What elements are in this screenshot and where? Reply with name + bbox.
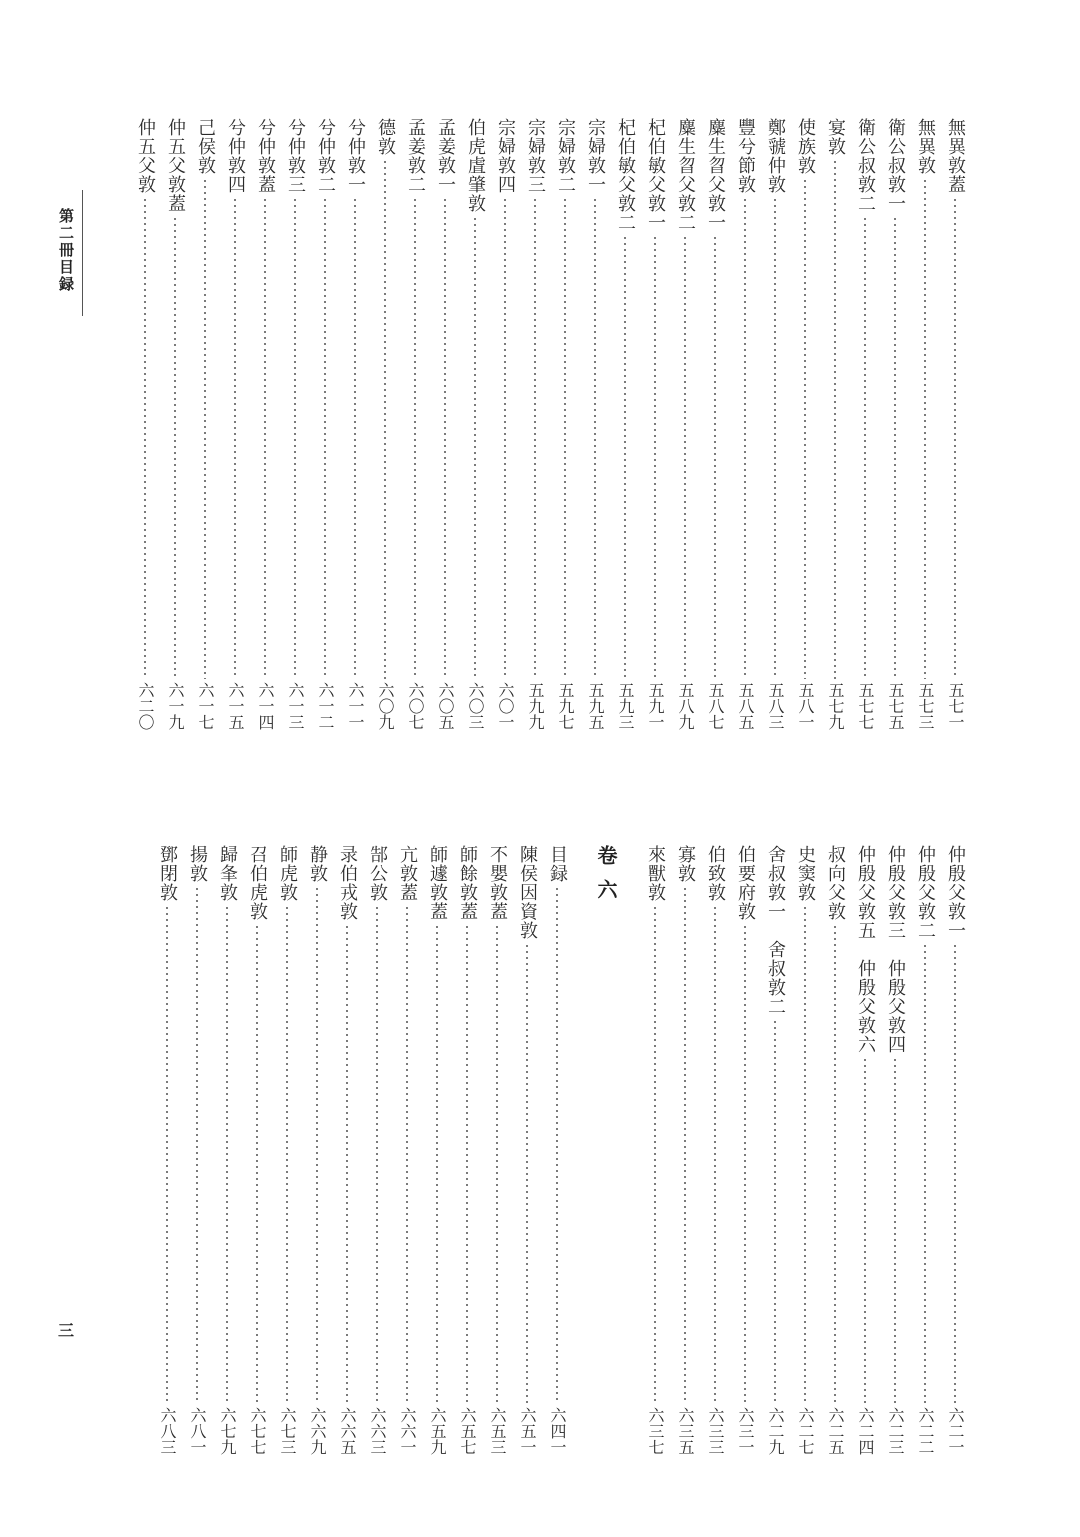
entry-title: 鄭虢仲敦	[765, 118, 786, 194]
entry-page-number: 六〇三	[466, 682, 485, 730]
entry-title: 鄧閉敦	[157, 845, 178, 902]
entry-title: 衛公叔敦二	[855, 118, 876, 213]
entry-title: 孟姜敦一	[435, 118, 456, 194]
entry-page-number: 六〇九	[376, 682, 395, 730]
leader-dots	[534, 197, 536, 679]
entry-title: 舍叔敦一 舍叔敦二	[765, 845, 786, 1016]
entry-page-number: 六三五	[676, 1407, 695, 1455]
leader-dots	[924, 178, 926, 679]
entry-title: 來獸敦	[645, 845, 666, 902]
entry-page-number: 六七九	[218, 1407, 237, 1455]
toc-entry	[392, 845, 422, 1455]
toc-entry	[850, 845, 880, 1455]
toc-entry	[220, 118, 250, 730]
leader-dots	[684, 886, 686, 1404]
entry-title: 師餘敦蓋	[457, 845, 478, 921]
entry-title: 孟姜敦二	[405, 118, 426, 194]
toc-entry	[340, 118, 370, 730]
entry-page-number: 六五一	[518, 1407, 537, 1455]
toc-entry	[370, 118, 400, 730]
leader-dots	[436, 924, 438, 1404]
entry-page-number: 六二九	[766, 1407, 785, 1455]
leader-dots	[564, 197, 566, 679]
entry-page-number: 六五七	[458, 1407, 477, 1455]
leader-dots	[354, 197, 356, 679]
toc-entry	[460, 118, 490, 730]
toc-entry	[760, 118, 790, 730]
leader-dots	[834, 159, 836, 679]
entry-page-number: 六一一	[346, 682, 365, 730]
leader-dots	[234, 197, 236, 679]
leader-dots	[444, 197, 446, 679]
toc-entry	[362, 845, 392, 1455]
toc-entry	[482, 845, 512, 1455]
toc-entry	[790, 118, 820, 730]
entry-page-number: 五七五	[886, 682, 905, 730]
toc-entry	[700, 845, 730, 1455]
toc-entry	[452, 845, 482, 1455]
entry-page-number: 六二〇	[136, 682, 155, 730]
leader-dots	[594, 197, 596, 679]
entry-page-number: 六六一	[398, 1407, 417, 1455]
entry-title: 寡敦	[675, 845, 696, 883]
toc-entry	[790, 845, 820, 1455]
toc-entry	[640, 845, 670, 1455]
leader-dots	[264, 197, 266, 679]
entry-title: 仲殷父敦三 仲殷父敦四	[885, 845, 906, 1054]
toc-entry	[520, 118, 550, 730]
entry-title: 陳侯因資敦	[517, 845, 538, 940]
entry-title: 麋生曶父敦二	[675, 118, 696, 232]
toc-lower-block	[128, 845, 970, 1455]
leader-dots	[256, 924, 258, 1404]
entry-page-number: 六七七	[248, 1407, 267, 1455]
entry-page-number: 六五九	[428, 1407, 447, 1455]
leader-dots	[406, 905, 408, 1404]
leader-dots	[894, 216, 896, 679]
entry-page-number: 六六五	[338, 1407, 357, 1455]
toc-entry	[940, 845, 970, 1455]
entry-title: 伯致敦	[705, 845, 726, 902]
toc-entry	[490, 118, 520, 730]
toc-entry	[182, 845, 212, 1455]
entry-page-number: 五八七	[706, 682, 725, 730]
leader-dots	[204, 178, 206, 679]
entry-title: 兮仲敦二	[315, 118, 336, 194]
leader-dots	[414, 197, 416, 679]
entry-page-number: 六〇七	[406, 682, 425, 730]
entry-page-number: 五八九	[676, 682, 695, 730]
entry-page-number: 六二三	[886, 1407, 905, 1455]
leader-dots	[774, 197, 776, 679]
toc-entry	[400, 118, 430, 730]
entry-page-number: 六二七	[796, 1407, 815, 1455]
leader-dots	[346, 924, 348, 1404]
entry-title: 史窦敦	[795, 845, 816, 902]
leader-dots	[714, 235, 716, 679]
leader-dots	[864, 1057, 866, 1404]
leader-dots	[924, 943, 926, 1404]
toc-entry	[190, 118, 220, 730]
entry-title: 麋生曶父敦一	[705, 118, 726, 232]
leader-dots	[714, 905, 716, 1404]
entry-page-number: 五九三	[616, 682, 635, 730]
entry-title: 歸夆敦	[217, 845, 238, 902]
entry-title: 目録	[547, 845, 568, 883]
entry-page-number: 五七一	[946, 682, 965, 730]
entry-page-number: 六〇一	[496, 682, 515, 730]
leader-dots	[166, 905, 168, 1404]
entry-page-number: 五九一	[646, 682, 665, 730]
entry-page-number: 六二五	[826, 1407, 845, 1455]
leader-dots	[324, 197, 326, 679]
entry-title: 仲殷父敦一	[945, 845, 966, 940]
toc-entry	[820, 845, 850, 1455]
entry-title: 使族敦	[795, 118, 816, 175]
toc-entry	[212, 845, 242, 1455]
leader-dots	[226, 905, 228, 1404]
toc-entry	[302, 845, 332, 1455]
toc-entry	[430, 118, 460, 730]
leader-dots	[894, 1057, 896, 1404]
entry-title: 宗婦敦一	[585, 118, 606, 194]
leader-dots	[804, 178, 806, 679]
toc-entry	[512, 845, 542, 1455]
entry-page-number: 六四一	[548, 1407, 567, 1455]
entry-title: 揚敦	[187, 845, 208, 883]
toc-entry	[610, 118, 640, 730]
entry-page-number: 六八一	[188, 1407, 207, 1455]
entry-page-number: 五八三	[766, 682, 785, 730]
toc-entry	[760, 845, 790, 1455]
leader-dots	[774, 1019, 776, 1404]
toc-entry	[700, 118, 730, 730]
leader-dots	[654, 235, 656, 679]
toc-upper-block	[128, 118, 970, 730]
entry-title: 伯要府敦	[735, 845, 756, 921]
entry-page-number: 六八三	[158, 1407, 177, 1455]
entry-title: 宗婦敦三	[525, 118, 546, 194]
entry-title: 宗婦敦四	[495, 118, 516, 194]
leader-dots	[174, 216, 176, 679]
volume-heading: 卷六	[594, 845, 618, 913]
leader-dots	[316, 886, 318, 1404]
toc-entry	[242, 845, 272, 1455]
toc-entry	[160, 118, 190, 730]
entry-title: 郜公敦	[367, 845, 388, 902]
entry-page-number: 六一二	[316, 682, 335, 730]
entry-title: 宗婦敦二	[555, 118, 576, 194]
leader-dots	[384, 159, 386, 679]
entry-page-number: 六六九	[308, 1407, 327, 1455]
entry-title: 仲五父敦	[135, 118, 156, 194]
entry-title: 師遽敦蓋	[427, 845, 448, 921]
toc-entry	[670, 845, 700, 1455]
leader-dots	[526, 943, 528, 1404]
entry-page-number: 六七三	[278, 1407, 297, 1455]
leader-dots	[654, 905, 656, 1404]
entry-title: 兮仲敦一	[345, 118, 366, 194]
entry-title: 己侯敦	[195, 118, 216, 175]
toc-entry	[152, 845, 182, 1455]
entry-title: 亢敦蓋	[397, 845, 418, 902]
running-head: 第二冊目録	[57, 208, 75, 293]
entry-page-number: 六一三	[286, 682, 305, 730]
entry-title: 杞伯敏父敦一	[645, 118, 666, 232]
entry-title: 無異敦蓋	[945, 118, 966, 194]
leader-dots	[954, 943, 956, 1404]
entry-title: 宴敦	[825, 118, 846, 156]
entry-title: 仲殷父敦二	[915, 845, 936, 940]
toc-entry	[580, 118, 610, 730]
leader-dots	[504, 197, 506, 679]
toc-entry	[640, 118, 670, 730]
entry-page-number: 六六三	[368, 1407, 387, 1455]
leader-dots	[286, 905, 288, 1404]
leader-dots	[834, 924, 836, 1404]
entry-page-number: 五七七	[856, 682, 875, 730]
leader-dots	[376, 905, 378, 1404]
entry-page-number: 五七三	[916, 682, 935, 730]
entry-title: 仲殷父敦五 仲殷父敦六	[855, 845, 876, 1054]
leader-dots	[294, 197, 296, 679]
leader-dots	[744, 197, 746, 679]
toc-entry	[550, 118, 580, 730]
toc-entry	[130, 118, 160, 730]
toc-entry	[280, 118, 310, 730]
entry-page-number: 六二二	[916, 1407, 935, 1455]
toc-entry	[422, 845, 452, 1455]
toc-entry	[850, 118, 880, 730]
leader-dots	[684, 235, 686, 679]
entry-title: 录伯戎敦	[337, 845, 358, 921]
leader-dots	[624, 235, 626, 679]
spacer	[572, 845, 584, 1455]
entry-page-number: 五八一	[796, 682, 815, 730]
leader-dots	[744, 924, 746, 1404]
entry-title: 豐兮節敦	[735, 118, 756, 194]
entry-title: 兮仲敦四	[225, 118, 246, 194]
entry-page-number: 六二一	[946, 1407, 965, 1455]
entry-page-number: 五八五	[736, 682, 755, 730]
leader-dots	[496, 924, 498, 1404]
entry-title: 無異敦	[915, 118, 936, 175]
entry-page-number: 六〇五	[436, 682, 455, 730]
entry-page-number: 六五三	[488, 1407, 507, 1455]
toc-entry	[310, 118, 340, 730]
entry-title: 兮仲敦三	[285, 118, 306, 194]
toc-entry	[250, 118, 280, 730]
entry-page-number: 六一七	[196, 682, 215, 730]
leader-dots	[556, 886, 558, 1404]
entry-page-number: 六二四	[856, 1407, 875, 1455]
entry-page-number: 六一九	[166, 682, 185, 730]
toc-entry	[880, 845, 910, 1455]
page-number: 三	[58, 1321, 75, 1340]
toc-entry	[730, 845, 760, 1455]
entry-title: 德敦	[375, 118, 396, 156]
entry-page-number: 六三三	[706, 1407, 725, 1455]
entry-page-number: 六三一	[736, 1407, 755, 1455]
entry-title: 杞伯敏父敦二	[615, 118, 636, 232]
entry-title: 静敦	[307, 845, 328, 883]
leader-dots	[954, 197, 956, 679]
leader-dots	[144, 197, 146, 679]
entry-page-number: 六三七	[646, 1407, 665, 1455]
leader-dots	[466, 924, 468, 1404]
entry-title: 衛公叔敦一	[885, 118, 906, 213]
entry-page-number: 五九九	[526, 682, 545, 730]
toc-entry	[542, 845, 572, 1455]
entry-title: 伯虎虘肇敦	[465, 118, 486, 213]
entry-title: 仲五父敦蓋	[165, 118, 186, 213]
leader-dots	[864, 216, 866, 679]
entry-title: 兮仲敦蓋	[255, 118, 276, 194]
toc-entry	[880, 118, 910, 730]
entry-page-number: 六一五	[226, 682, 245, 730]
leader-dots	[474, 216, 476, 679]
entry-title: 叔向父敦	[825, 845, 846, 921]
entry-title: 召伯虎敦	[247, 845, 268, 921]
entry-page-number: 六一四	[256, 682, 275, 730]
toc-entry	[910, 118, 940, 730]
entry-page-number: 五七九	[826, 682, 845, 730]
toc-entry	[910, 845, 940, 1455]
toc-entry	[332, 845, 362, 1455]
leader-dots	[804, 905, 806, 1404]
toc-entry	[272, 845, 302, 1455]
toc-entry	[730, 118, 760, 730]
spacer	[628, 845, 640, 1455]
leader-dots	[196, 886, 198, 1404]
entry-title: 不嬰敦蓋	[487, 845, 508, 921]
entry-page-number: 五九五	[586, 682, 605, 730]
entry-page-number: 五九七	[556, 682, 575, 730]
toc-entry	[670, 118, 700, 730]
entry-title: 師虎敦	[277, 845, 298, 902]
toc-entry	[820, 118, 850, 730]
toc-entry	[940, 118, 970, 730]
